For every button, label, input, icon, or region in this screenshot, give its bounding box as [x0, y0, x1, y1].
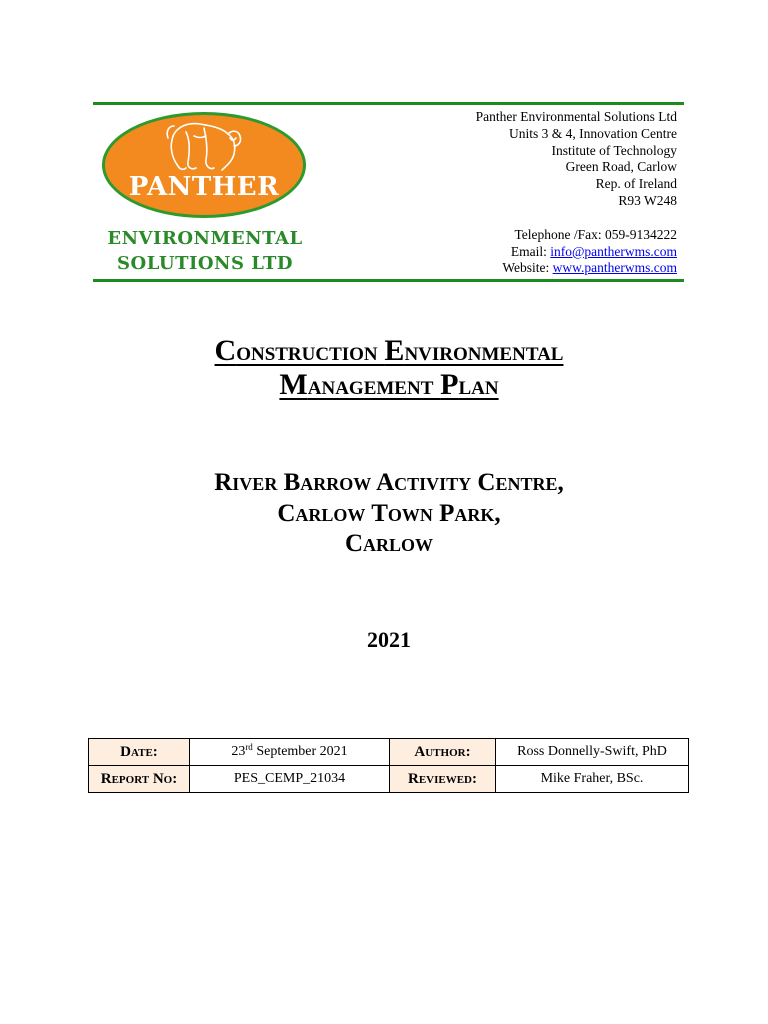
document-year: 2021 [367, 627, 411, 652]
company-address [377, 109, 677, 277]
table-row [89, 766, 689, 793]
logo-tagline-1: ENVIRONMENTAL [107, 228, 303, 249]
website-label: Website: [502, 260, 553, 276]
report-no-label: Report No: [89, 766, 190, 793]
address-line: Panther Environmental Solutions Ltd [475, 109, 677, 124]
address-line: Green Road, Carlow [565, 159, 677, 175]
subtitle-line-1: River Barrow Activity Centre, [214, 469, 564, 496]
website-link[interactable]: www.pantherwms.com [552, 260, 677, 276]
table-row [89, 739, 689, 766]
reviewer-value: Mike Fraher, BSc. [496, 766, 689, 793]
report-no-value: PES_CEMP_21034 [190, 766, 390, 793]
author-label: Author: [390, 739, 496, 766]
document-info-table [88, 738, 689, 793]
address-line: Institute of Technology [551, 142, 677, 158]
header-top-rule [93, 102, 684, 105]
date-label: Date: [89, 739, 190, 766]
address-line: R93 W248 [618, 192, 677, 208]
author-value: Ross Donnelly-Swift, PhD [496, 739, 689, 766]
title-line-1: Construction Environmental [214, 334, 564, 367]
logo-brand: PANTHER [128, 172, 280, 202]
panther-icon [164, 118, 244, 174]
title-line-2: Management Plan [279, 368, 499, 401]
reviewed-label: Reviewed: [390, 766, 496, 793]
email-line [377, 244, 677, 261]
website-line [377, 260, 677, 277]
subtitle-line-2: Carlow Town Park, [277, 499, 501, 527]
logo-tagline-2: SOLUTIONS LTD [117, 253, 293, 274]
address-line: Units 3 & 4, Innovation Centre [509, 125, 677, 141]
document-title [0, 334, 768, 402]
telephone: Telephone /Fax: 059-9134222 [514, 226, 677, 242]
address-line: Rep. of Ireland [595, 176, 677, 192]
panther-logo [96, 110, 314, 275]
email-link[interactable]: info@pantherwms.com [550, 243, 677, 259]
date-value: 23rd September 2021 [190, 739, 390, 766]
email-label: Email: [510, 243, 551, 259]
document-subtitle [0, 468, 768, 560]
subtitle-line-3: Carlow [344, 530, 434, 557]
header-bottom-rule [93, 279, 684, 282]
